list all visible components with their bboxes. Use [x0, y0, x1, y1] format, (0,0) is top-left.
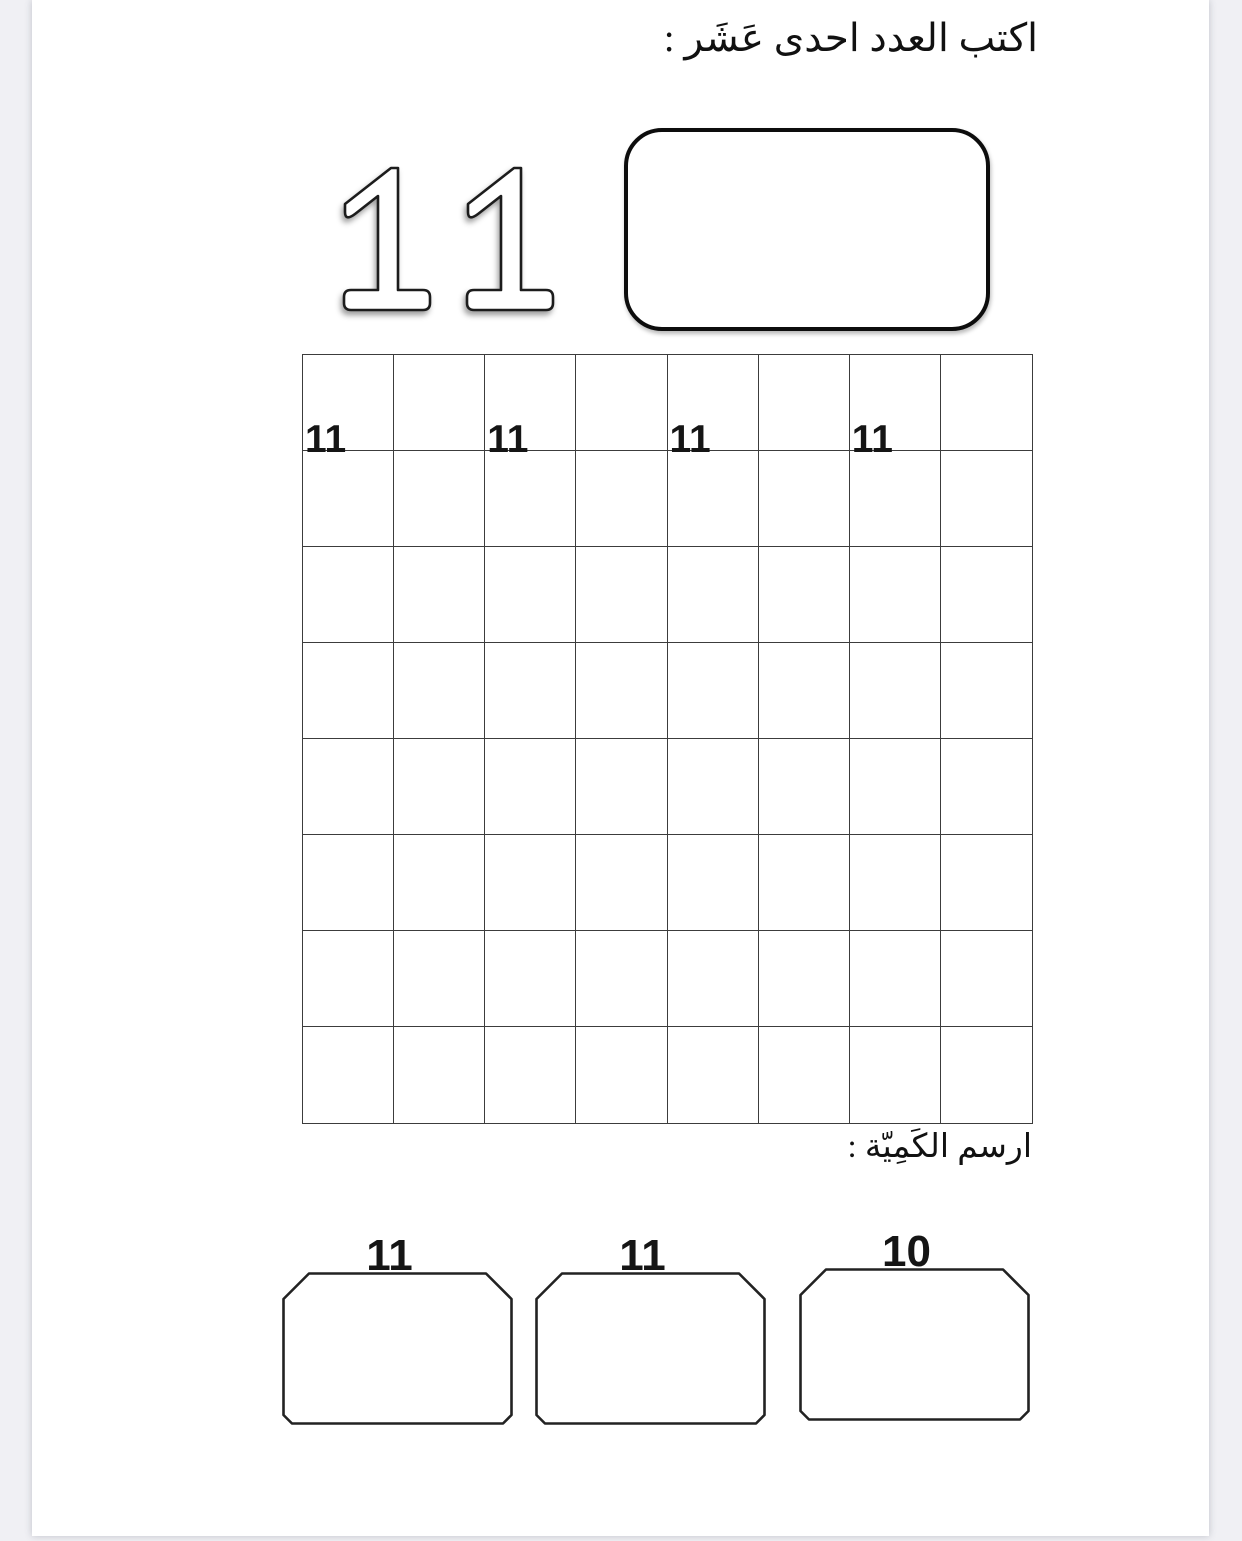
grid-cell-r3c8: [941, 547, 1032, 643]
grid-cell-r1c4: [576, 355, 667, 451]
grid-cell-r5c7: [850, 739, 941, 835]
grid-cell-r2c4: [576, 451, 667, 547]
grid-cell-r6c5: [668, 835, 759, 931]
grid-cell-r7c6: [759, 931, 850, 1027]
grid-cell-r2c2: [394, 451, 485, 547]
quantity-box: [799, 1227, 1030, 1421]
quantity-box: [535, 1231, 766, 1425]
grid-cell-r2c1: [303, 451, 394, 547]
quantity-box-label: 11: [619, 1231, 666, 1280]
grid-cell-r4c5: [668, 643, 759, 739]
practice-box: [624, 128, 990, 331]
grid-cell-r3c3: [485, 547, 576, 643]
grid-cell-r6c2: [394, 835, 485, 931]
grid-cell-r5c8: [941, 739, 1032, 835]
grid-cell-r2c7: [850, 451, 941, 547]
grid-cell-r8c4: [576, 1027, 667, 1123]
quantity-box-label: 10: [882, 1227, 931, 1276]
grid-cell-label: 11: [669, 418, 711, 461]
grid-cell-r1c8: [941, 355, 1032, 451]
grid-cell-r3c4: [576, 547, 667, 643]
instruction-draw-quantity: ارسم الكَمِيّة :: [847, 1129, 1032, 1165]
grid-cell-r5c2: [394, 739, 485, 835]
grid-cell-r4c2: [394, 643, 485, 739]
quantity-box: [282, 1231, 513, 1425]
grid-cell-r6c7: [850, 835, 941, 931]
grid-cell-r4c6: [759, 643, 850, 739]
grid-cell-r5c3: [485, 739, 576, 835]
quantity-box-label: 11: [366, 1231, 413, 1280]
grid-cell-r6c3: [485, 835, 576, 931]
grid-cell-r4c8: [941, 643, 1032, 739]
grid-cell-r3c5: [668, 547, 759, 643]
grid-cell-r7c5: [668, 931, 759, 1027]
grid-cell-r6c6: [759, 835, 850, 931]
grid-cell-r7c7: [850, 931, 941, 1027]
grid-cell-r3c1: [303, 547, 394, 643]
grid-cell-r5c4: [576, 739, 667, 835]
chamfered-box-shape: [535, 1272, 766, 1425]
chamfered-box-shape: [282, 1272, 513, 1425]
grid-cell-r6c1: [303, 835, 394, 931]
grid-cell-r4c4: [576, 643, 667, 739]
grid-cell-r7c2: [394, 931, 485, 1027]
grid-cell-r2c6: [759, 451, 850, 547]
grid-cell-r1c6: [759, 355, 850, 451]
grid-cell-r2c8: [941, 451, 1032, 547]
grid-cell-r3c2: [394, 547, 485, 643]
grid-cell-r2c5: [668, 451, 759, 547]
grid-cell-r8c1: [303, 1027, 394, 1123]
grid-cell-r8c5: [668, 1027, 759, 1123]
instruction-write-number: اكتب العدد احدى عَشَر :: [663, 17, 1038, 60]
outline-digit-one: [342, 166, 432, 313]
grid-cell-r7c3: [485, 931, 576, 1027]
grid-cell-r3c6: [759, 547, 850, 643]
grid-cell-r6c4: [576, 835, 667, 931]
grid-cell-r8c2: [394, 1027, 485, 1123]
grid-cell-r5c5: [668, 739, 759, 835]
grid-cell-r4c3: [485, 643, 576, 739]
grid-cell-r8c6: [759, 1027, 850, 1123]
outline-digit-one: [465, 166, 555, 313]
grid-cell-r2c3: [485, 451, 576, 547]
grid-cell-r3c7: [850, 547, 941, 643]
grid-cell-r7c8: [941, 931, 1032, 1027]
grid-cell-r1c5: [668, 355, 759, 461]
grid-cell-r1c3: [485, 355, 576, 461]
grid-cell-r4c1: [303, 643, 394, 739]
grid-cell-r6c8: [941, 835, 1032, 931]
chamfered-box-shape: [799, 1268, 1030, 1421]
worksheet-page: [32, 0, 1209, 1536]
grid-cell-r1c1: [303, 355, 394, 461]
grid-cell-r5c6: [759, 739, 850, 835]
grid-cell-r7c1: [303, 931, 394, 1027]
grid-cell-r8c3: [485, 1027, 576, 1123]
grid-cell-label: 11: [487, 418, 529, 461]
grid-cell-r8c8: [941, 1027, 1032, 1123]
grid-cell-label: 11: [305, 418, 347, 461]
traceable-number-11: [342, 166, 555, 313]
grid-cell-r1c7: [850, 355, 941, 461]
grid-cell-r1c2: [394, 355, 485, 451]
writing-grid: [302, 354, 1033, 1124]
grid-cell-r5c1: [303, 739, 394, 835]
grid-cell-label: 11: [851, 418, 893, 461]
grid-cell-r8c7: [850, 1027, 941, 1123]
grid-cell-r4c7: [850, 643, 941, 739]
grid-cell-r7c4: [576, 931, 667, 1027]
